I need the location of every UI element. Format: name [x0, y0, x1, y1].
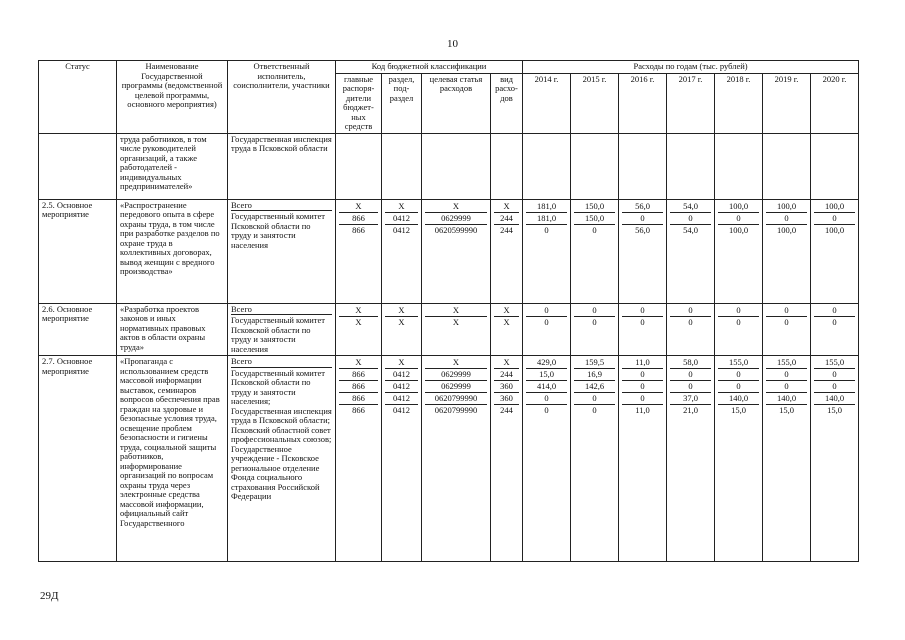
year-value: 181,0 [526, 213, 567, 225]
year-value: 0 [670, 369, 711, 381]
section-row [39, 303, 859, 356]
year-value: 0 [718, 213, 759, 225]
year-value: 142,6 [574, 381, 615, 393]
continuation-responsible: Государственная инспекция труда в Псковской области [228, 133, 336, 199]
year-value: 0 [670, 305, 711, 317]
section-name: «Пропаганда с использованием средств массовой информации выставок, семинаров вопросов обеспечения прав граждан на здоровые и безопасные условия труда, освещение проблем безопасности и гигиены труда, социальной защиты работников, информирование организаций по вопросам охраны труда через электронные средства массовой информации, официальный сайт Государственного [117, 356, 228, 562]
year-value-cell [619, 199, 667, 303]
code-main: Х [339, 305, 378, 317]
year-value: 16,9 [574, 369, 615, 381]
year-value: 0 [736, 316, 741, 327]
year-value: 0 [544, 405, 549, 416]
year-value: 0 [622, 393, 663, 405]
code-main-cell [336, 356, 382, 562]
code-main-cell [336, 199, 382, 303]
continuation-row [39, 133, 859, 199]
header-expenses-group: Расходы по годам (тыс. рублей) [523, 61, 859, 74]
year-value: 140,0 [718, 393, 759, 405]
code-type: Х [494, 305, 519, 317]
year-value-cell [763, 303, 811, 356]
header-code-main: главные распоря-дители бюджет-ных средств [336, 73, 382, 133]
year-value: 100,0 [824, 224, 845, 235]
code-section-cell [382, 199, 422, 303]
code-item-cell [422, 303, 491, 356]
empty-cell [619, 133, 667, 199]
year-value: 100,0 [814, 201, 855, 213]
year-value: 100,0 [718, 201, 759, 213]
year-value: 21,0 [683, 405, 698, 416]
year-value: 140,0 [766, 393, 807, 405]
year-value: 429,0 [526, 357, 567, 369]
year-value: 54,0 [683, 224, 698, 235]
year-value-cell [667, 303, 715, 356]
year-value-cell [619, 303, 667, 356]
header-row-1 [39, 61, 859, 74]
year-value: 414,0 [526, 381, 567, 393]
year-value: 54,0 [670, 201, 711, 213]
code-section: 0412 [393, 224, 410, 235]
year-value: 0 [766, 369, 807, 381]
year-value-cell [523, 356, 571, 562]
section-name: «Разработка проектов законов и иных нормативных правовых актов в области охраны труда» [117, 303, 228, 356]
year-value: 100,0 [776, 224, 797, 235]
empty-cell [523, 133, 571, 199]
section-status: 2.6. Основное мероприятие [39, 303, 117, 356]
code-main: Х [355, 316, 362, 327]
year-value: 0 [766, 381, 807, 393]
year-value: 0 [718, 369, 759, 381]
year-value: 100,0 [766, 201, 807, 213]
code-item: 0620799990 [434, 405, 478, 416]
code-item: 0620799990 [425, 393, 487, 405]
page-number: 10 [447, 38, 458, 50]
year-value: 0 [814, 381, 855, 393]
year-value: 0 [544, 224, 549, 235]
year-value: 0 [832, 316, 837, 327]
year-value: 0 [622, 213, 663, 225]
code-section-cell [382, 303, 422, 356]
code-section: 0412 [385, 393, 418, 405]
year-value: 0 [574, 305, 615, 317]
code-type-cell [491, 199, 523, 303]
header-year: 2020 г. [811, 73, 859, 133]
empty-cell [667, 133, 715, 199]
year-value: 11,0 [635, 405, 650, 416]
year-value: 56,0 [635, 224, 650, 235]
year-value-cell [811, 356, 859, 562]
code-type: 244 [500, 405, 513, 416]
year-value-cell [811, 199, 859, 303]
code-section: Х [398, 316, 405, 327]
year-value: 100,0 [728, 224, 749, 235]
year-value-cell [763, 356, 811, 562]
year-value-cell [571, 303, 619, 356]
code-item-cell [422, 199, 491, 303]
year-value: 0 [718, 305, 759, 317]
code-section-cell [382, 356, 422, 562]
year-value: 0 [688, 316, 693, 327]
budget-table [38, 60, 859, 562]
year-value: 56,0 [622, 201, 663, 213]
code-main: Х [339, 201, 378, 213]
year-value: 0 [544, 316, 549, 327]
code-main: 866 [352, 405, 365, 416]
year-value-cell [619, 356, 667, 562]
year-value: 0 [526, 393, 567, 405]
year-value-cell [523, 303, 571, 356]
year-value: 37,0 [670, 393, 711, 405]
empty-cell [715, 133, 763, 199]
year-value: 0 [526, 305, 567, 317]
responsible-total: Всего [231, 356, 252, 367]
year-value-cell [763, 199, 811, 303]
code-item: Х [425, 357, 487, 369]
code-type-cell [491, 356, 523, 562]
code-main: 866 [339, 381, 378, 393]
code-section: Х [385, 201, 418, 213]
year-value-cell [715, 356, 763, 562]
empty-cell [763, 133, 811, 199]
year-value: 15,0 [731, 405, 746, 416]
code-item: 0629999 [425, 381, 487, 393]
code-type: Х [494, 357, 519, 369]
year-value: 150,0 [574, 201, 615, 213]
section-responsible [228, 303, 336, 356]
header-status: Статус [39, 61, 117, 134]
code-item: 0620599990 [434, 224, 478, 235]
year-value-cell [667, 356, 715, 562]
section-status: 2.7. Основное мероприятие [39, 356, 117, 562]
year-value: 0 [814, 213, 855, 225]
header-year: 2014 г. [523, 73, 571, 133]
year-value: 140,0 [814, 393, 855, 405]
code-type: 244 [494, 213, 519, 225]
empty-cell [811, 133, 859, 199]
empty-cell [571, 133, 619, 199]
year-value-cell [523, 199, 571, 303]
header-year: 2016 г. [619, 73, 667, 133]
section-responsible [228, 199, 336, 303]
section-name: «Распространение передового опыта в сфере охраны труда, в том числе при разработке разделов по охране труда в коллективных договорах, вывод женщин с вредного производства» [117, 199, 228, 303]
year-value: 150,0 [574, 213, 615, 225]
header-year: 2017 г. [667, 73, 715, 133]
year-value: 0 [622, 381, 663, 393]
year-value-cell [571, 356, 619, 562]
section-status: 2.5. Основное мероприятие [39, 199, 117, 303]
year-value-cell [667, 199, 715, 303]
empty-cell [491, 133, 523, 199]
code-main: 866 [339, 369, 378, 381]
header-responsible: Ответственный исполнитель, соисполнители, участники [228, 61, 336, 134]
code-item: Х [425, 201, 487, 213]
continuation-name: труда работников, в том числе руководителей организаций, а также работодателей - индивидуальных предпринимателей» [117, 133, 228, 199]
year-value: 15,0 [827, 405, 842, 416]
code-type: 360 [494, 393, 519, 405]
empty-cell [422, 133, 491, 199]
code-item: 0629999 [425, 213, 487, 225]
year-value: 0 [592, 224, 597, 235]
responsible-text: Государственный комитет Псковской области по труду и занятости населения [231, 210, 332, 250]
year-value: 0 [592, 405, 597, 416]
year-value: 0 [622, 305, 663, 317]
code-section: 0412 [385, 381, 418, 393]
code-section: 0412 [385, 369, 418, 381]
responsible-text: Государственный комитет Псковской области по труду и занятости населения [231, 314, 332, 354]
code-main: Х [339, 357, 378, 369]
responsible-text: Государственный комитет Псковской области по труду и занятости населения; Государственная инспекция труда в Псковской области; Псковский областной совет профессиональных союзов; Государственное учреждение - Псковское региональное отделение Фонда социального страхования Российской Федерации [231, 367, 332, 502]
year-value-cell [811, 303, 859, 356]
code-main: 866 [352, 224, 365, 235]
section-row [39, 356, 859, 562]
year-value: 0 [766, 213, 807, 225]
year-value-cell [715, 199, 763, 303]
year-value: 0 [766, 305, 807, 317]
code-type: Х [503, 316, 510, 327]
year-value: 15,0 [526, 369, 567, 381]
year-value: 0 [784, 316, 789, 327]
year-value: 155,0 [718, 357, 759, 369]
responsible-total: Всего [231, 199, 252, 210]
code-item: Х [452, 316, 460, 327]
table-body [39, 133, 859, 562]
year-value: 0 [622, 369, 663, 381]
year-value: 155,0 [814, 357, 855, 369]
code-section: 0412 [393, 405, 410, 416]
code-type-cell [491, 303, 523, 356]
header-code-group: Код бюджетной классификации [336, 61, 523, 74]
empty-cell [336, 133, 382, 199]
year-value: 15,0 [779, 405, 794, 416]
year-value: 0 [574, 393, 615, 405]
code-type: 244 [494, 369, 519, 381]
header-code-section: раздел, под-раздел [382, 73, 422, 133]
year-value: 0 [670, 213, 711, 225]
code-main: 866 [339, 393, 378, 405]
code-main: 866 [339, 213, 378, 225]
year-value: 58,0 [670, 357, 711, 369]
responsible-total: Всего [231, 303, 252, 314]
continuation-status [39, 133, 117, 199]
year-value: 181,0 [526, 201, 567, 213]
year-value: 0 [718, 381, 759, 393]
year-value: 11,0 [622, 357, 663, 369]
empty-cell [382, 133, 422, 199]
section-responsible [228, 356, 336, 562]
header-name: Наименование Государственной программы (ведомственной целевой программы, основного мероприятия) [117, 61, 228, 134]
section-row [39, 199, 859, 303]
year-value-cell [571, 199, 619, 303]
footer-mark: 29Д [40, 590, 59, 602]
header-year: 2018 г. [715, 73, 763, 133]
code-type: 244 [500, 224, 513, 235]
year-value: 159,5 [574, 357, 615, 369]
code-main-cell [336, 303, 382, 356]
code-section: Х [385, 357, 418, 369]
code-section: Х [385, 305, 418, 317]
year-value-cell [715, 303, 763, 356]
year-value: 0 [814, 305, 855, 317]
code-section: 0412 [385, 213, 418, 225]
header-code-item: целевая статья расходов [422, 73, 491, 133]
code-item-cell [422, 356, 491, 562]
year-value: 0 [640, 316, 645, 327]
header-year: 2015 г. [571, 73, 619, 133]
header-year: 2019 г. [763, 73, 811, 133]
header-code-type: вид расхо-дов [491, 73, 523, 133]
code-item: Х [425, 305, 487, 317]
code-item: 0629999 [425, 369, 487, 381]
year-value: 0 [592, 316, 597, 327]
year-value: 0 [670, 381, 711, 393]
code-type: Х [494, 201, 519, 213]
year-value: 0 [814, 369, 855, 381]
year-value: 155,0 [766, 357, 807, 369]
code-type: 360 [494, 381, 519, 393]
